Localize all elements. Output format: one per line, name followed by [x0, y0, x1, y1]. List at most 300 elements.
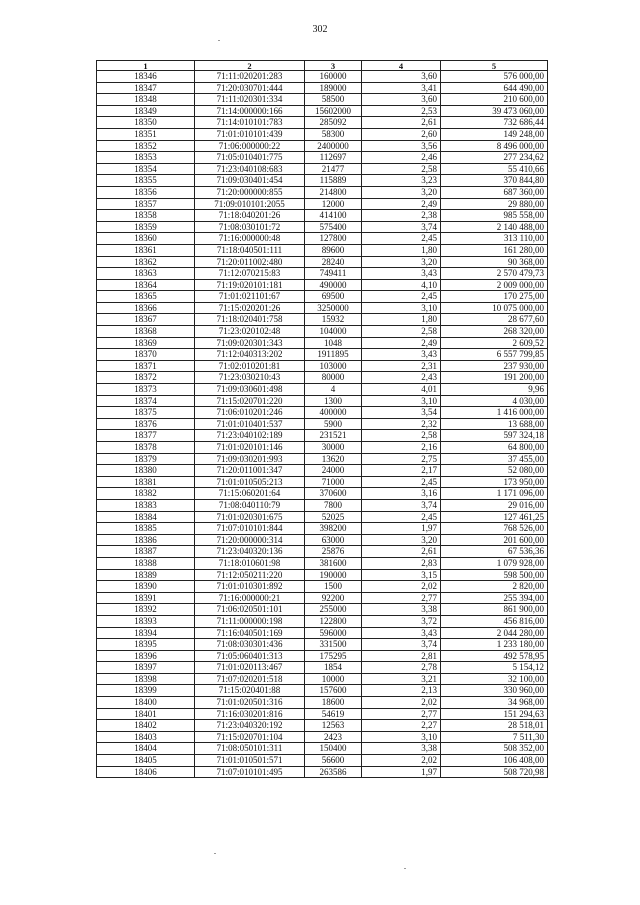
- cadastral-value-cell: 644 490,00: [441, 82, 548, 94]
- rate-value-cell: 3,38: [362, 604, 441, 616]
- area-value-cell: 189000: [305, 82, 362, 94]
- cadastral-value-cell: 508 720,98: [441, 766, 548, 778]
- cadastral-value-cell: 127 461,25: [441, 511, 548, 523]
- cadastral-value-cell: 52 080,00: [441, 465, 548, 477]
- cadastral-value-cell: 7 511,30: [441, 731, 548, 743]
- area-value-cell: 52025: [305, 511, 362, 523]
- cadastral-value-cell: 456 816,00: [441, 615, 548, 627]
- area-value-cell: 12000: [305, 198, 362, 210]
- record-number-cell: 18372: [97, 372, 195, 384]
- rate-value-cell: 3,60: [362, 94, 441, 106]
- table-row: [97, 743, 548, 755]
- cadastral-value-cell: 2 820,00: [441, 581, 548, 593]
- cadastral-value-cell: 151 294,63: [441, 708, 548, 720]
- rate-value-cell: 3,10: [362, 731, 441, 743]
- record-number-cell: 18397: [97, 662, 195, 674]
- table-row: [97, 94, 548, 106]
- record-number-cell: 18402: [97, 720, 195, 732]
- rate-value-cell: 2,61: [362, 546, 441, 558]
- cadastral-number-cell: 71:20:030701:444: [195, 82, 305, 94]
- rate-value-cell: 2,61: [362, 117, 441, 129]
- cadastral-value-cell: 861 900,00: [441, 604, 548, 616]
- rate-value-cell: 2,77: [362, 592, 441, 604]
- table-row: [97, 314, 548, 326]
- cadastral-value-cell: 732 686,44: [441, 117, 548, 129]
- table-row: [97, 210, 548, 222]
- cadastral-number-cell: 71:15:020201:26: [195, 302, 305, 314]
- cadastral-number-cell: 71:18:040501:111: [195, 244, 305, 256]
- page-number: 302: [312, 24, 328, 35]
- record-number-cell: 18365: [97, 291, 195, 303]
- table-row: [97, 384, 548, 396]
- record-number-cell: 18347: [97, 82, 195, 94]
- table-row: [97, 407, 548, 419]
- cadastral-number-cell: 71:15:020401:88: [195, 685, 305, 697]
- cadastral-value-cell: 237 930,00: [441, 360, 548, 372]
- cadastral-value-cell: 2 140 488,00: [441, 221, 548, 233]
- table-row: [97, 592, 548, 604]
- cadastral-number-cell: 71:20:011002:480: [195, 256, 305, 268]
- record-number-cell: 18382: [97, 488, 195, 500]
- cadastral-number-cell: 71:18:020401:758: [195, 314, 305, 326]
- cadastral-number-cell: 71:11:020201:283: [195, 71, 305, 83]
- area-value-cell: 381600: [305, 557, 362, 569]
- cadastral-number-cell: 71:08:050101:311: [195, 743, 305, 755]
- record-number-cell: 18392: [97, 604, 195, 616]
- rate-value-cell: 3,43: [362, 349, 441, 361]
- area-value-cell: 56600: [305, 755, 362, 767]
- area-value-cell: 25876: [305, 546, 362, 558]
- cadastral-number-cell: 71:14:010101:783: [195, 117, 305, 129]
- cadastral-number-cell: 71:12:050211:220: [195, 569, 305, 581]
- cadastral-value-cell: 1 416 000,00: [441, 407, 548, 419]
- area-value-cell: 71000: [305, 476, 362, 488]
- area-value-cell: 30000: [305, 442, 362, 454]
- cadastral-number-cell: 71:16:030201:816: [195, 708, 305, 720]
- record-number-cell: 18371: [97, 360, 195, 372]
- table-row: [97, 117, 548, 129]
- cadastral-number-cell: 71:20:000000:855: [195, 186, 305, 198]
- rate-value-cell: 2,02: [362, 697, 441, 709]
- cadastral-number-cell: 71:09:030401:454: [195, 175, 305, 187]
- area-value-cell: 2423: [305, 731, 362, 743]
- record-number-cell: 18377: [97, 430, 195, 442]
- record-number-cell: 18357: [97, 198, 195, 210]
- area-value-cell: 80000: [305, 372, 362, 384]
- cadastral-value-cell: 985 558,00: [441, 210, 548, 222]
- area-value-cell: 21477: [305, 163, 362, 175]
- record-number-cell: 18394: [97, 627, 195, 639]
- rate-value-cell: 2,45: [362, 291, 441, 303]
- table-row: [97, 476, 548, 488]
- record-number-cell: 18360: [97, 233, 195, 245]
- area-value-cell: 331500: [305, 639, 362, 651]
- record-number-cell: 18385: [97, 523, 195, 535]
- cadastral-value-cell: 28 677,60: [441, 314, 548, 326]
- cadastral-value-cell: 2 044 280,00: [441, 627, 548, 639]
- area-value-cell: 190000: [305, 569, 362, 581]
- table-row: [97, 662, 548, 674]
- area-value-cell: 414100: [305, 210, 362, 222]
- area-value-cell: 370600: [305, 488, 362, 500]
- cadastral-number-cell: 71:01:010101:439: [195, 128, 305, 140]
- rate-value-cell: 2,02: [362, 755, 441, 767]
- table-row: [97, 453, 548, 465]
- record-number-cell: 18403: [97, 731, 195, 743]
- cadastral-number-cell: 71:01:010401:537: [195, 418, 305, 430]
- rate-value-cell: 2,32: [362, 418, 441, 430]
- scan-speck: [404, 868, 406, 869]
- area-value-cell: 63000: [305, 534, 362, 546]
- rate-value-cell: 2,77: [362, 708, 441, 720]
- cadastral-number-cell: 71:01:020113:467: [195, 662, 305, 674]
- rate-value-cell: 2,81: [362, 650, 441, 662]
- cadastral-number-cell: 71:11:000000:198: [195, 615, 305, 627]
- cadastral-number-cell: 71:07:020201:518: [195, 673, 305, 685]
- cadastral-number-cell: 71:08:030301:436: [195, 639, 305, 651]
- record-number-cell: 18374: [97, 395, 195, 407]
- cadastral-number-cell: 71:16:000000:48: [195, 233, 305, 245]
- record-number-cell: 18364: [97, 279, 195, 291]
- area-value-cell: 58500: [305, 94, 362, 106]
- record-number-cell: 18352: [97, 140, 195, 152]
- record-number-cell: 18354: [97, 163, 195, 175]
- table-row: [97, 557, 548, 569]
- cadastral-number-cell: 71:01:020301:675: [195, 511, 305, 523]
- rate-value-cell: 2,60: [362, 128, 441, 140]
- cadastral-value-cell: 313 110,00: [441, 233, 548, 245]
- record-number-cell: 18400: [97, 697, 195, 709]
- record-number-cell: 18386: [97, 534, 195, 546]
- area-value-cell: 10000: [305, 673, 362, 685]
- area-value-cell: 231521: [305, 430, 362, 442]
- area-value-cell: 54619: [305, 708, 362, 720]
- cadastral-number-cell: 71:18:040201:26: [195, 210, 305, 222]
- cadastral-value-cell: 29 016,00: [441, 499, 548, 511]
- cadastral-number-cell: 71:15:020701:220: [195, 395, 305, 407]
- cadastral-number-cell: 71:01:010301:892: [195, 581, 305, 593]
- area-value-cell: 112697: [305, 152, 362, 164]
- record-number-cell: 18369: [97, 337, 195, 349]
- table-row: [97, 152, 548, 164]
- cadastral-value-cell: 90 368,00: [441, 256, 548, 268]
- cadastral-value-cell: 2 609,52: [441, 337, 548, 349]
- record-number-cell: 18395: [97, 639, 195, 651]
- table-row: [97, 372, 548, 384]
- rate-value-cell: 3,10: [362, 395, 441, 407]
- area-value-cell: 92200: [305, 592, 362, 604]
- rate-value-cell: 3,10: [362, 302, 441, 314]
- table-row: [97, 349, 548, 361]
- record-number-cell: 18379: [97, 453, 195, 465]
- rate-value-cell: 3,23: [362, 175, 441, 187]
- cadastral-number-cell: 71:06:000000:22: [195, 140, 305, 152]
- cadastral-number-cell: 71:06:010201:246: [195, 407, 305, 419]
- table-row: [97, 685, 548, 697]
- cadastral-value-cell: 28 518,01: [441, 720, 548, 732]
- table-row: [97, 256, 548, 268]
- record-number-cell: 18367: [97, 314, 195, 326]
- rate-value-cell: 2,16: [362, 442, 441, 454]
- area-value-cell: 5900: [305, 418, 362, 430]
- rate-value-cell: 2,38: [362, 210, 441, 222]
- cadastral-number-cell: 71:16:040501:169: [195, 627, 305, 639]
- rate-value-cell: 2,53: [362, 105, 441, 117]
- header-row: [97, 61, 548, 71]
- table-row: [97, 326, 548, 338]
- record-number-cell: 18401: [97, 708, 195, 720]
- table-row: [97, 395, 548, 407]
- cadastral-number-cell: 71:16:000000:21: [195, 592, 305, 604]
- rate-value-cell: 2,13: [362, 685, 441, 697]
- rate-value-cell: 2,49: [362, 198, 441, 210]
- area-value-cell: 2400000: [305, 140, 362, 152]
- cadastral-value-cell: 576 000,00: [441, 71, 548, 83]
- rate-value-cell: 3,74: [362, 221, 441, 233]
- table-row: [97, 268, 548, 280]
- area-value-cell: 3250000: [305, 302, 362, 314]
- record-number-cell: 18390: [97, 581, 195, 593]
- record-number-cell: 18381: [97, 476, 195, 488]
- table-row: [97, 302, 548, 314]
- rate-value-cell: 1,80: [362, 314, 441, 326]
- area-value-cell: 150400: [305, 743, 362, 755]
- table-row: [97, 71, 548, 83]
- record-number-cell: 18353: [97, 152, 195, 164]
- cadastral-number-cell: 71:14:000000:166: [195, 105, 305, 117]
- record-number-cell: 18355: [97, 175, 195, 187]
- cadastral-number-cell: 71:23:030210:43: [195, 372, 305, 384]
- table-row: [97, 175, 548, 187]
- cadastral-value-cell: 768 526,00: [441, 523, 548, 535]
- column-header-5: 5: [441, 61, 548, 71]
- table-row: [97, 499, 548, 511]
- table-row: [97, 511, 548, 523]
- cadastral-number-cell: 71:01:010501:571: [195, 755, 305, 767]
- table-row: [97, 430, 548, 442]
- cadastral-value-cell: 330 960,00: [441, 685, 548, 697]
- table-body: [97, 71, 548, 778]
- record-number-cell: 18384: [97, 511, 195, 523]
- table-row: [97, 465, 548, 477]
- table-row: [97, 755, 548, 767]
- area-value-cell: 263586: [305, 766, 362, 778]
- rate-value-cell: 2,58: [362, 326, 441, 338]
- cadastral-number-cell: 71:23:040320:192: [195, 720, 305, 732]
- cadastral-number-cell: 71:08:040110:79: [195, 499, 305, 511]
- cadastral-number-cell: 71:20:011001:347: [195, 465, 305, 477]
- area-value-cell: 15932: [305, 314, 362, 326]
- table-row: [97, 105, 548, 117]
- table-row: [97, 163, 548, 175]
- area-value-cell: 7800: [305, 499, 362, 511]
- area-value-cell: 160000: [305, 71, 362, 83]
- record-number-cell: 18363: [97, 268, 195, 280]
- rate-value-cell: 2,78: [362, 662, 441, 674]
- cadastral-number-cell: 71:01:010505:213: [195, 476, 305, 488]
- record-number-cell: 18351: [97, 128, 195, 140]
- record-number-cell: 18398: [97, 673, 195, 685]
- rate-value-cell: 2,75: [362, 453, 441, 465]
- scan-speck: [218, 40, 220, 41]
- area-value-cell: 596000: [305, 627, 362, 639]
- table-row: [97, 615, 548, 627]
- rate-value-cell: 2,02: [362, 581, 441, 593]
- record-number-cell: 18389: [97, 569, 195, 581]
- rate-value-cell: 3,43: [362, 268, 441, 280]
- rate-value-cell: 2,31: [362, 360, 441, 372]
- table-row: [97, 523, 548, 535]
- cadastral-value-cell: 106 408,00: [441, 755, 548, 767]
- cadastral-value-cell: 10 075 000,00: [441, 302, 548, 314]
- table-row: [97, 546, 548, 558]
- table-row: [97, 279, 548, 291]
- cadastral-number-cell: 71:09:030601:498: [195, 384, 305, 396]
- cadastral-value-cell: 55 410,66: [441, 163, 548, 175]
- area-value-cell: 398200: [305, 523, 362, 535]
- rate-value-cell: 3,56: [362, 140, 441, 152]
- record-number-cell: 18393: [97, 615, 195, 627]
- rate-value-cell: 4,10: [362, 279, 441, 291]
- rate-value-cell: 3,20: [362, 534, 441, 546]
- table-row: [97, 639, 548, 651]
- cadastral-number-cell: 71:23:020102:48: [195, 326, 305, 338]
- rate-value-cell: 3,41: [362, 82, 441, 94]
- cadastral-value-cell: 277 234,62: [441, 152, 548, 164]
- register-sheet: [96, 60, 547, 778]
- cadastral-value-cell: 1 079 928,00: [441, 557, 548, 569]
- cadastral-value-cell: 191 200,00: [441, 372, 548, 384]
- table-row: [97, 291, 548, 303]
- rate-value-cell: 1,80: [362, 244, 441, 256]
- area-value-cell: 127800: [305, 233, 362, 245]
- cadastral-value-cell: 687 360,00: [441, 186, 548, 198]
- cadastral-number-cell: 71:15:060201:64: [195, 488, 305, 500]
- table-row: [97, 581, 548, 593]
- area-value-cell: 69500: [305, 291, 362, 303]
- rate-value-cell: 3,15: [362, 569, 441, 581]
- rate-value-cell: 2,45: [362, 511, 441, 523]
- rate-value-cell: 2,58: [362, 430, 441, 442]
- cadastral-value-cell: 255 394,00: [441, 592, 548, 604]
- record-number-cell: 18366: [97, 302, 195, 314]
- cadastral-value-cell: 1 233 180,00: [441, 639, 548, 651]
- area-value-cell: 13620: [305, 453, 362, 465]
- cadastral-number-cell: 71:23:040320:136: [195, 546, 305, 558]
- area-value-cell: 1911895: [305, 349, 362, 361]
- cadastral-number-cell: 71:11:020301:334: [195, 94, 305, 106]
- cadastral-number-cell: 71:12:040313:202: [195, 349, 305, 361]
- cadastral-number-cell: 71:06:020501:101: [195, 604, 305, 616]
- rate-value-cell: 3,21: [362, 673, 441, 685]
- rate-value-cell: 3,72: [362, 615, 441, 627]
- cadastral-value-cell: 6 557 799,85: [441, 349, 548, 361]
- cadastral-number-cell: 71:15:020701:104: [195, 731, 305, 743]
- record-number-cell: 18368: [97, 326, 195, 338]
- area-value-cell: 214800: [305, 186, 362, 198]
- area-value-cell: 1500: [305, 581, 362, 593]
- record-number-cell: 18380: [97, 465, 195, 477]
- cadastral-value-cell: 149 248,00: [441, 128, 548, 140]
- record-number-cell: 18362: [97, 256, 195, 268]
- cadastral-value-cell: 370 844,80: [441, 175, 548, 187]
- record-number-cell: 18387: [97, 546, 195, 558]
- column-header-2: 2: [195, 61, 305, 71]
- area-value-cell: 157600: [305, 685, 362, 697]
- table-row: [97, 233, 548, 245]
- record-number-cell: 18361: [97, 244, 195, 256]
- record-number-cell: 18376: [97, 418, 195, 430]
- cadastral-value-cell: 8 496 000,00: [441, 140, 548, 152]
- cadastral-value-cell: 1 171 096,00: [441, 488, 548, 500]
- rate-value-cell: 2,27: [362, 720, 441, 732]
- rate-value-cell: 3,20: [362, 256, 441, 268]
- record-number-cell: 18356: [97, 186, 195, 198]
- cadastral-value-cell: 2 570 479,73: [441, 268, 548, 280]
- area-value-cell: 285092: [305, 117, 362, 129]
- cadastral-number-cell: 71:01:021101:67: [195, 291, 305, 303]
- table-row: [97, 697, 548, 709]
- column-header-3: 3: [305, 61, 362, 71]
- table-row: [97, 650, 548, 662]
- table-row: [97, 186, 548, 198]
- table-row: [97, 360, 548, 372]
- cadastral-number-cell: 71:20:000000:314: [195, 534, 305, 546]
- area-value-cell: 4: [305, 384, 362, 396]
- scan-speck: [214, 853, 216, 854]
- table-row: [97, 82, 548, 94]
- rate-value-cell: 1,97: [362, 523, 441, 535]
- record-number-cell: 18349: [97, 105, 195, 117]
- record-number-cell: 18359: [97, 221, 195, 233]
- table-row: [97, 534, 548, 546]
- table-row: [97, 731, 548, 743]
- cadastral-value-cell: 508 352,00: [441, 743, 548, 755]
- rate-value-cell: 4,01: [362, 384, 441, 396]
- rate-value-cell: 3,74: [362, 639, 441, 651]
- area-value-cell: 255000: [305, 604, 362, 616]
- area-value-cell: 1854: [305, 662, 362, 674]
- record-number-cell: 18346: [97, 71, 195, 83]
- rate-value-cell: 2,49: [362, 337, 441, 349]
- cadastral-value-cell: 492 578,95: [441, 650, 548, 662]
- table-row: [97, 627, 548, 639]
- record-number-cell: 18350: [97, 117, 195, 129]
- table-row: [97, 418, 548, 430]
- rate-value-cell: 3,54: [362, 407, 441, 419]
- rate-value-cell: 3,60: [362, 71, 441, 83]
- table-row: [97, 442, 548, 454]
- record-number-cell: 18388: [97, 557, 195, 569]
- rate-value-cell: 1,97: [362, 766, 441, 778]
- rate-value-cell: 2,58: [362, 163, 441, 175]
- cadastral-value-cell: 67 536,36: [441, 546, 548, 558]
- cadastral-number-cell: 71:02:010201:81: [195, 360, 305, 372]
- record-number-cell: 18375: [97, 407, 195, 419]
- cadastral-value-cell: 64 800,00: [441, 442, 548, 454]
- cadastral-number-cell: 71:09:010101:2055: [195, 198, 305, 210]
- cadastral-number-cell: 71:23:040102:189: [195, 430, 305, 442]
- cadastral-value-cell: 2 009 000,00: [441, 279, 548, 291]
- cadastral-value-cell: 170 275,00: [441, 291, 548, 303]
- cadastral-value-cell: 4 030,00: [441, 395, 548, 407]
- cadastral-value-cell: 32 100,00: [441, 673, 548, 685]
- area-value-cell: 89600: [305, 244, 362, 256]
- record-number-cell: 18373: [97, 384, 195, 396]
- rate-value-cell: 3,43: [362, 627, 441, 639]
- record-number-cell: 18399: [97, 685, 195, 697]
- cadastral-number-cell: 71:23:040108:683: [195, 163, 305, 175]
